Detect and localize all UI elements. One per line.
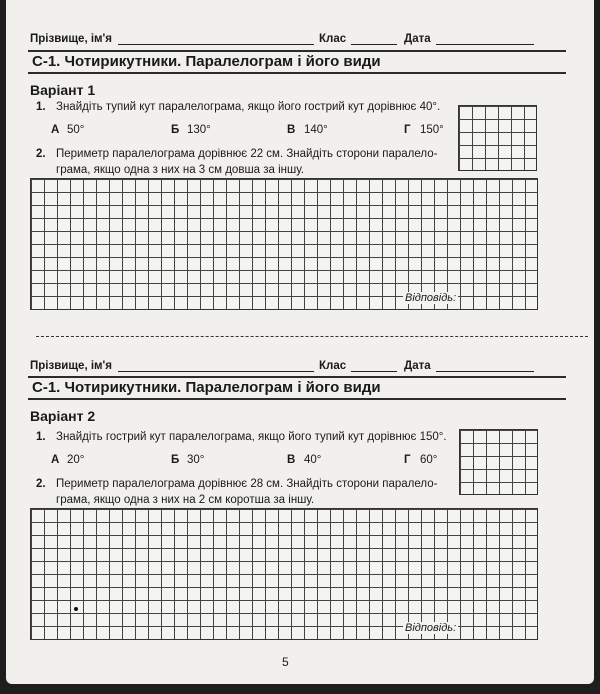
option-c-letter: В	[287, 124, 296, 136]
option-b-letter: Б	[171, 124, 180, 136]
question-1-text: Знайдіть гострий кут паралелограма, якщо його тупий кут дорівнює 150°.	[56, 431, 447, 443]
option-a-letter: А	[51, 124, 60, 136]
question-2-number: 2.	[36, 478, 46, 490]
question-2-line-2: грама, якщо одна з них на 2 см коротша за іншу.	[56, 494, 315, 506]
pen-dot	[74, 607, 78, 611]
option-c-value[interactable]: 140°	[304, 124, 328, 136]
class-field[interactable]	[351, 371, 397, 372]
section-title: С-1. Чотирикутники. Паралелограм і його види	[32, 379, 381, 396]
question-1-number: 1.	[36, 101, 46, 113]
variant-2-label: Варіант 2	[30, 408, 96, 424]
option-d-value[interactable]: 60°	[420, 454, 438, 466]
work-grid[interactable]	[30, 178, 538, 310]
work-grid[interactable]	[30, 508, 538, 640]
question-2-line-2: грама, якщо одна з них на 3 см довша за іншу.	[56, 164, 305, 176]
answer-label: Відповідь:	[405, 292, 457, 304]
date-field[interactable]	[436, 44, 534, 45]
section-title: С-1. Чотирикутники. Паралелограм і його види	[32, 53, 381, 70]
option-d-value[interactable]: 150°	[420, 124, 444, 136]
question-2-number: 2.	[36, 148, 46, 160]
name-field[interactable]	[118, 371, 314, 372]
option-c-value[interactable]: 40°	[304, 454, 322, 466]
page-number: 5	[282, 655, 289, 669]
variant-1-label: Варіант 1	[30, 82, 96, 98]
section-title-bar	[28, 376, 566, 400]
option-d-letter: Г	[404, 454, 411, 466]
option-a-letter: А	[51, 454, 60, 466]
name-field[interactable]	[118, 44, 314, 45]
option-b-letter: Б	[171, 454, 180, 466]
question-2-line-1: Периметр паралелограма дорівнює 28 см. Знайдіть сторони паралело-	[56, 478, 438, 490]
worksheet-page	[6, 0, 594, 684]
option-a-value[interactable]: 50°	[67, 124, 85, 136]
class-label: Клас	[319, 33, 347, 45]
question-1-number: 1.	[36, 431, 46, 443]
class-label: Клас	[319, 360, 347, 372]
name-label: Прізвище, ім'я	[30, 360, 112, 372]
option-b-value[interactable]: 30°	[187, 454, 205, 466]
section-title-bar	[28, 50, 566, 74]
question-2-line-1: Периметр паралелограма дорівнює 22 см. Знайдіть сторони паралело-	[56, 148, 438, 160]
date-label: Дата	[404, 33, 431, 45]
option-b-value[interactable]: 130°	[187, 124, 211, 136]
option-a-value[interactable]: 20°	[67, 454, 85, 466]
date-field[interactable]	[436, 371, 534, 372]
cut-line	[36, 336, 588, 337]
date-label: Дата	[404, 360, 431, 372]
option-d-letter: Г	[404, 124, 411, 136]
answer-label: Відповідь:	[405, 622, 457, 634]
name-label: Прізвище, ім'я	[30, 33, 112, 45]
question-1-text: Знайдіть тупий кут паралелограма, якщо його гострий кут дорівнює 40°.	[56, 101, 441, 113]
class-field[interactable]	[351, 44, 397, 45]
option-c-letter: В	[287, 454, 296, 466]
answer-box-grid[interactable]	[459, 429, 538, 495]
answer-box-grid[interactable]	[458, 105, 537, 171]
